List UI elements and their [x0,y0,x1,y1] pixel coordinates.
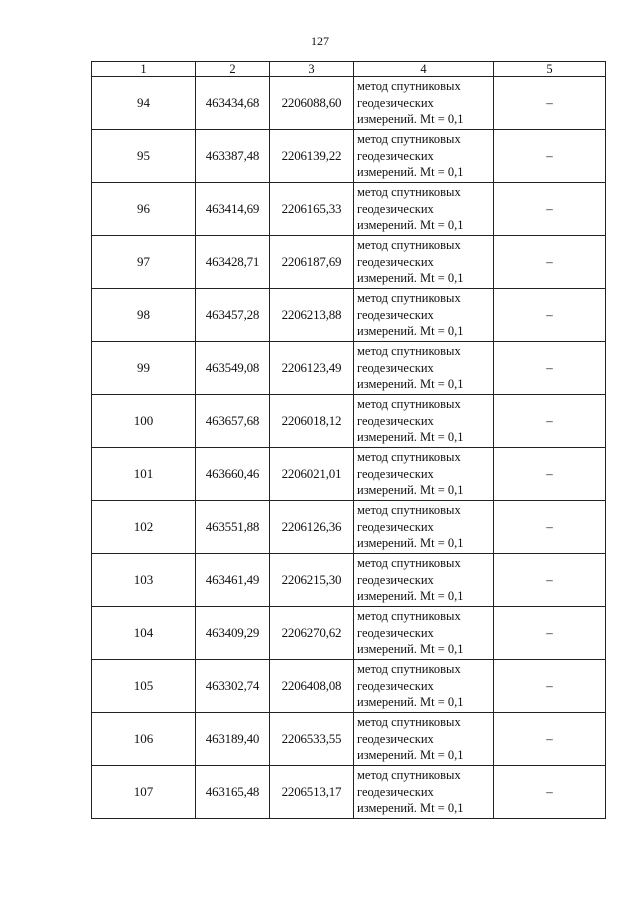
table-row [92,766,606,819]
method-cell [354,342,494,395]
point-number: 99 [92,342,196,395]
method-line: метод спутниковых [357,662,461,677]
method-line: геодезических [357,466,434,481]
method-line: геодезических [357,148,434,163]
note-cell: – [494,766,606,819]
y-coordinate: 2206139,22 [270,130,354,183]
column-header: 5 [494,62,606,77]
table-row [92,130,606,183]
y-coordinate: 2206408,08 [270,660,354,713]
method-line: измерений. Mt = 0,1 [357,589,464,604]
method-cell [354,607,494,660]
x-coordinate: 463428,71 [196,236,270,289]
method-line: метод спутниковых [357,185,461,200]
table-row [92,236,606,289]
point-number: 100 [92,395,196,448]
method-line: метод спутниковых [357,397,461,412]
method-line: метод спутниковых [357,238,461,253]
x-coordinate: 463434,68 [196,77,270,130]
method-line: метод спутниковых [357,344,461,359]
method-line: метод спутниковых [357,79,461,94]
note-cell: – [494,501,606,554]
method-line: геодезических [357,254,434,269]
point-number: 105 [92,660,196,713]
method-line: геодезических [357,519,434,534]
method-line: измерений. Mt = 0,1 [357,748,464,763]
method-cell [354,289,494,342]
x-coordinate: 463461,49 [196,554,270,607]
method-cell [354,713,494,766]
method-line: измерений. Mt = 0,1 [357,483,464,498]
method-line: измерений. Mt = 0,1 [357,536,464,551]
point-number: 102 [92,501,196,554]
method-line: геодезических [357,307,434,322]
x-coordinate: 463302,74 [196,660,270,713]
method-line: геодезических [357,201,434,216]
point-number: 96 [92,183,196,236]
method-line: измерений. Mt = 0,1 [357,324,464,339]
note-cell: – [494,289,606,342]
method-line: геодезических [357,731,434,746]
method-line: измерений. Mt = 0,1 [357,430,464,445]
method-cell [354,183,494,236]
method-cell [354,77,494,130]
method-cell [354,395,494,448]
column-header: 4 [354,62,494,77]
y-coordinate: 2206165,33 [270,183,354,236]
table-row [92,395,606,448]
point-number: 94 [92,77,196,130]
note-cell: – [494,236,606,289]
point-number: 103 [92,554,196,607]
y-coordinate: 2206187,69 [270,236,354,289]
point-number: 104 [92,607,196,660]
column-header: 2 [196,62,270,77]
method-line: геодезических [357,572,434,587]
table-body [92,77,606,819]
method-line: метод спутниковых [357,503,461,518]
x-coordinate: 463165,48 [196,766,270,819]
table-row [92,77,606,130]
method-line: метод спутниковых [357,715,461,730]
method-cell [354,766,494,819]
x-coordinate: 463387,48 [196,130,270,183]
point-number: 101 [92,448,196,501]
coordinates-table [91,61,606,819]
method-line: измерений. Mt = 0,1 [357,801,464,816]
y-coordinate: 2206126,36 [270,501,354,554]
y-coordinate: 2206270,62 [270,607,354,660]
method-line: метод спутниковых [357,450,461,465]
x-coordinate: 463657,68 [196,395,270,448]
x-coordinate: 463189,40 [196,713,270,766]
table-row [92,607,606,660]
column-header: 1 [92,62,196,77]
table-row [92,660,606,713]
point-number: 106 [92,713,196,766]
y-coordinate: 2206533,55 [270,713,354,766]
method-line: измерений. Mt = 0,1 [357,218,464,233]
x-coordinate: 463551,88 [196,501,270,554]
x-coordinate: 463414,69 [196,183,270,236]
method-line: метод спутниковых [357,609,461,624]
note-cell: – [494,607,606,660]
point-number: 97 [92,236,196,289]
method-line: измерений. Mt = 0,1 [357,695,464,710]
note-cell: – [494,183,606,236]
method-line: геодезических [357,360,434,375]
y-coordinate: 2206123,49 [270,342,354,395]
method-cell [354,554,494,607]
table-row [92,713,606,766]
note-cell: – [494,77,606,130]
note-cell: – [494,130,606,183]
method-cell [354,501,494,554]
y-coordinate: 2206215,30 [270,554,354,607]
method-cell [354,448,494,501]
method-line: геодезических [357,625,434,640]
point-number: 95 [92,130,196,183]
table-row [92,289,606,342]
x-coordinate: 463660,46 [196,448,270,501]
method-line: измерений. Mt = 0,1 [357,642,464,657]
x-coordinate: 463457,28 [196,289,270,342]
x-coordinate: 463409,29 [196,607,270,660]
method-line: измерений. Mt = 0,1 [357,165,464,180]
method-line: геодезических [357,95,434,110]
note-cell: – [494,448,606,501]
method-line: метод спутниковых [357,291,461,306]
column-header: 3 [270,62,354,77]
note-cell: – [494,660,606,713]
table-row [92,501,606,554]
y-coordinate: 2206021,01 [270,448,354,501]
method-line: геодезических [357,678,434,693]
note-cell: – [494,395,606,448]
method-line: метод спутниковых [357,556,461,571]
y-coordinate: 2206088,60 [270,77,354,130]
table-row [92,448,606,501]
y-coordinate: 2206213,88 [270,289,354,342]
table-row [92,554,606,607]
y-coordinate: 2206018,12 [270,395,354,448]
method-line: геодезических [357,413,434,428]
method-line: метод спутниковых [357,132,461,147]
table-header-row [92,62,606,77]
note-cell: – [494,342,606,395]
method-cell [354,236,494,289]
x-coordinate: 463549,08 [196,342,270,395]
method-line: метод спутниковых [357,768,461,783]
page-number: 127 [311,34,329,48]
method-cell [354,660,494,713]
table-row [92,183,606,236]
point-number: 107 [92,766,196,819]
method-cell [354,130,494,183]
note-cell: – [494,713,606,766]
method-line: измерений. Mt = 0,1 [357,377,464,392]
table-row [92,342,606,395]
method-line: измерений. Mt = 0,1 [357,271,464,286]
method-line: измерений. Mt = 0,1 [357,112,464,127]
method-line: геодезических [357,784,434,799]
y-coordinate: 2206513,17 [270,766,354,819]
point-number: 98 [92,289,196,342]
note-cell: – [494,554,606,607]
